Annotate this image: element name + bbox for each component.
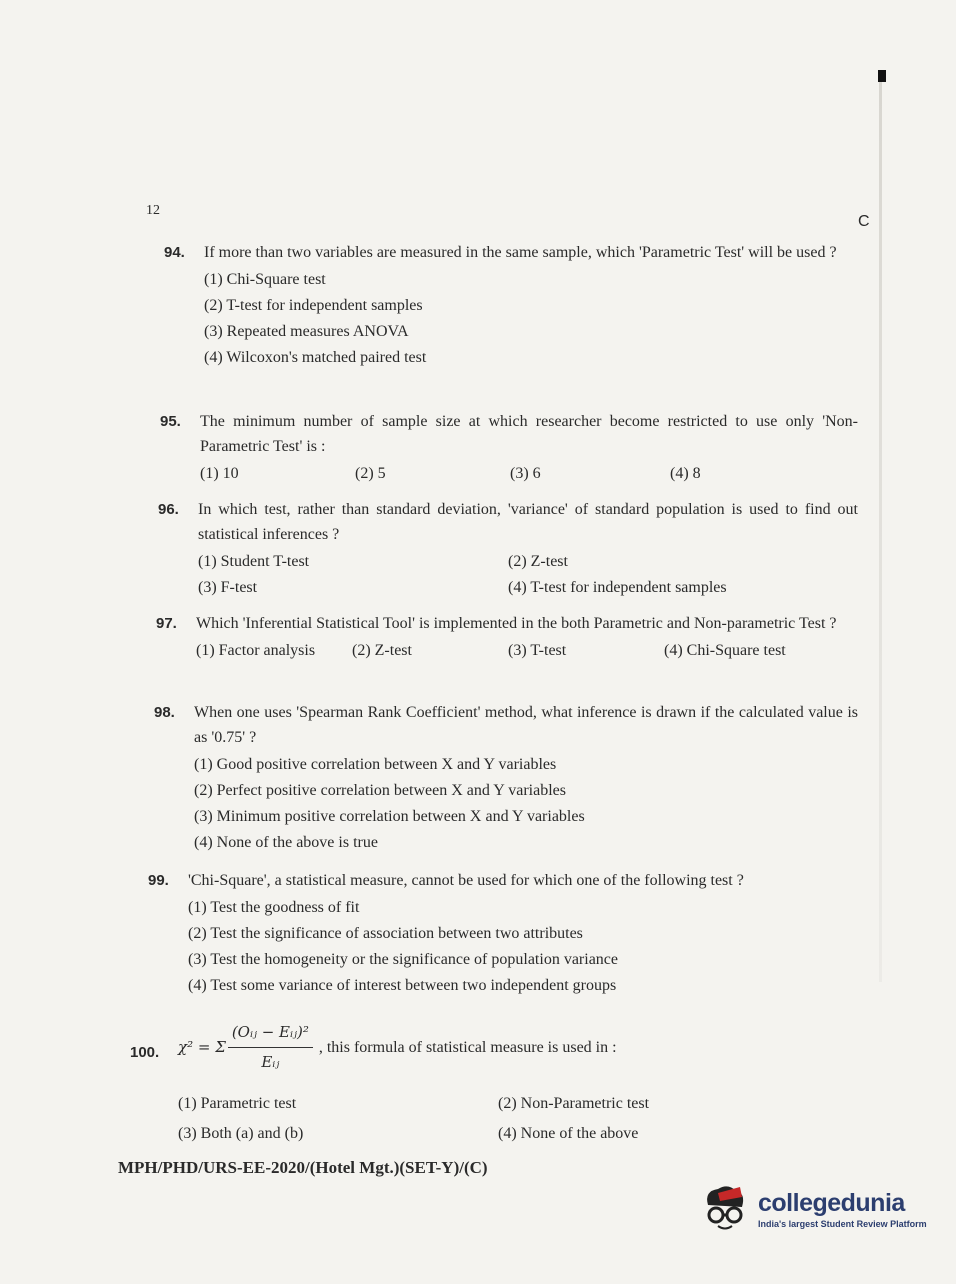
option-4: (4) None of the above is true bbox=[194, 834, 378, 851]
question-number: 95. bbox=[160, 413, 181, 430]
question-98 bbox=[154, 700, 858, 856]
option-2: (2) Non-Parametric test bbox=[498, 1095, 650, 1112]
question-number: 94. bbox=[164, 244, 185, 261]
question-stem: The minimum number of sample size at which researcher become restricted to use only 'Non-Parametric Test' is : bbox=[200, 413, 858, 455]
question-stem: , this formula of statistical measure is used in : bbox=[318, 1039, 617, 1056]
question-stem: In which test, rather than standard deviation, 'variance' of standard population is used to find out statistical inferences ? bbox=[198, 501, 858, 543]
option-2: (2) Z-test bbox=[508, 553, 568, 570]
formula-fraction bbox=[228, 1020, 313, 1075]
question-stem: When one uses 'Spearman Rank Coefficient' method, what inference is drawn if the calculated value is as '0.75' ? bbox=[194, 704, 858, 746]
option-3: (3) T-test bbox=[508, 642, 567, 659]
question-stem: Which 'Inferential Statistical Tool' is implemented in the both Parametric and Non-parametric Test ? bbox=[196, 615, 837, 632]
question-number: 98. bbox=[154, 704, 175, 721]
option-1: (1) Test the goodness of fit bbox=[188, 899, 360, 916]
page-edge-mark bbox=[878, 70, 886, 82]
option-3: (3) F-test bbox=[198, 579, 258, 596]
collegedunia-logo-icon bbox=[698, 1183, 750, 1235]
option-3: (3) Both (a) and (b) bbox=[178, 1125, 304, 1142]
paper-code-footer: MPH/PHD/URS-EE-2020/(Hotel Mgt.)(SET-Y)/(C) bbox=[118, 1158, 488, 1177]
option-4: (4) Test some variance of interest between two independent groups bbox=[188, 977, 617, 994]
question-94 bbox=[164, 240, 859, 371]
option-1: (1) Factor analysis bbox=[196, 642, 316, 659]
option-3: (3) 6 bbox=[510, 465, 541, 482]
option-3: (3) Repeated measures ANOVA bbox=[204, 323, 409, 340]
option-4: (4) None of the above bbox=[498, 1125, 639, 1142]
formula-numerator: (Oᵢⱼ − Eᵢⱼ)² bbox=[228, 1020, 313, 1048]
question-number: 97. bbox=[156, 615, 177, 632]
option-2: (2) Z-test bbox=[352, 642, 412, 659]
option-1: (1) Student T-test bbox=[198, 553, 310, 570]
question-stem: 'Chi-Square', a statistical measure, cannot be used for which one of the following test ? bbox=[188, 872, 744, 889]
option-2: (2) Perfect positive correlation between X and Y variables bbox=[194, 782, 566, 799]
brand-tagline: India's largest Student Review Platform bbox=[758, 1219, 927, 1229]
question-96 bbox=[158, 497, 858, 601]
question-100 bbox=[130, 1020, 778, 1147]
question-99 bbox=[148, 868, 858, 999]
question-stem-row bbox=[178, 1020, 778, 1075]
option-3: (3) Minimum positive correlation between X and Y variables bbox=[194, 808, 585, 825]
formula-lhs: χ² = Σ bbox=[178, 1038, 226, 1056]
option-2: (2) 5 bbox=[355, 465, 386, 482]
question-95 bbox=[160, 409, 858, 487]
question-number: 99. bbox=[148, 872, 169, 889]
option-2: (2) Test the significance of association between two attributes bbox=[188, 925, 583, 942]
brand-name: collegedunia bbox=[758, 1189, 905, 1217]
option-4: (4) Wilcoxon's matched paired test bbox=[204, 349, 427, 366]
option-2: (2) T-test for independent samples bbox=[204, 297, 423, 314]
collegedunia-watermark bbox=[698, 1183, 927, 1235]
option-4: (4) Chi-Square test bbox=[664, 642, 786, 659]
option-1: (1) Chi-Square test bbox=[204, 271, 326, 288]
chi-square-formula bbox=[178, 1020, 313, 1075]
option-4: (4) 8 bbox=[670, 465, 701, 482]
question-number: 100. bbox=[130, 1044, 160, 1061]
option-1: (1) Good positive correlation between X and Y variables bbox=[194, 756, 557, 773]
question-97 bbox=[156, 611, 858, 664]
option-1: (1) Parametric test bbox=[178, 1095, 297, 1112]
page-number: 12 bbox=[146, 203, 160, 218]
question-number: 96. bbox=[158, 501, 179, 518]
question-stem: If more than two variables are measured in the same sample, which 'Parametric Test' will be used ? bbox=[204, 244, 837, 261]
page-edge-shadow bbox=[879, 82, 882, 982]
option-1: (1) 10 bbox=[200, 465, 239, 482]
formula-denominator: Eᵢⱼ bbox=[261, 1053, 280, 1071]
option-4: (4) T-test for independent samples bbox=[508, 579, 727, 596]
option-3: (3) Test the homogeneity or the significance of population variance bbox=[188, 951, 618, 968]
set-letter: C bbox=[858, 213, 870, 230]
